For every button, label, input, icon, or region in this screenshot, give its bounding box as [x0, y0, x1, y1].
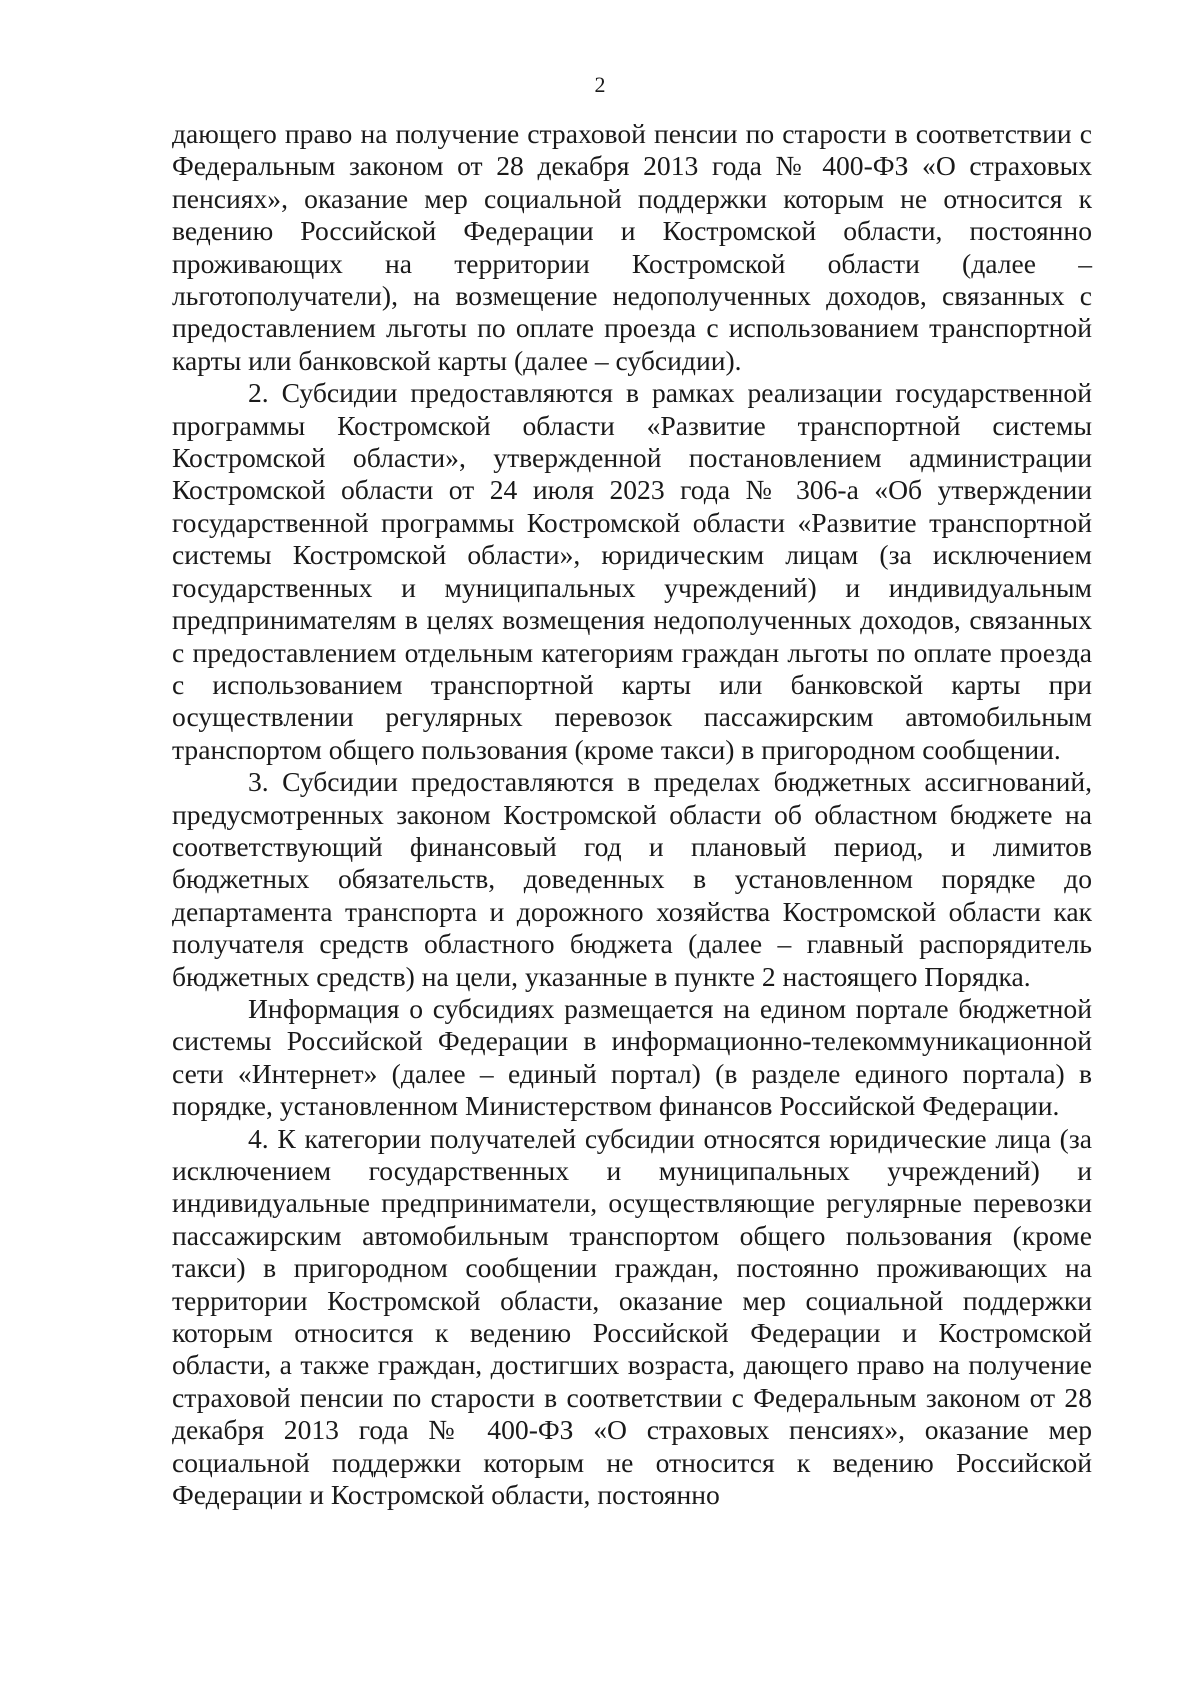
paragraph-item-4: 4. К категории получателей субсидии относятся юридические лица (за исключением государственных и муниципальных учреждений) и индивидуальные предприниматели, осуществляющие регулярные перевозки пассажирским автомобильным транспортом общего пользования (кроме такси) в пригородном сообщении граждан, постоянно проживающих на территории Костромской области, оказание мер социальной поддержки которым относится к ведению Российской Федерации и Костромской области, а также граждан, достигших возраста, дающего право на получение страховой пенсии по старости в соответствии с Федеральным законом от 28 декабря 2013 года № 400-ФЗ «О страховых пенсиях», оказание мер социальной поддержки которым не относится к ведению Российской Федерации и Костромской области, постоянно	[172, 1122, 1092, 1511]
paragraph-item-2: 2. Субсидии предоставляются в рамках реализации государственной программы Костромской области «Развитие транспортной системы Костромской области», утвержденной постановлением администрации Костромской области от 24 июля 2023 года № 306-а «Об утверждении государственной программы Костромской области «Развитие транспортной системы Костромской области», юридическим лицам (за исключением государственных и муниципальных учреждений) и индивидуальным предпринимателям в целях возмещения недополученных доходов, связанных с предоставлением отдельным категориям граждан льготы по оплате проезда с использованием транспортной карты или банковской карты при осуществлении регулярных перевозок пассажирским автомобильным транспортом общего пользования (кроме такси) в пригородном сообщении.	[172, 377, 1092, 765]
page-number: 2	[594, 72, 606, 97]
paragraph-continuation: дающего право на получение страховой пенсии по старости в соответствии с Федеральным законом от 28 декабря 2013 года № 400-ФЗ «О страховых пенсиях», оказание мер социальной поддержки которым не относится к ведению Российской Федерации и Костромской области, постоянно проживающих на территории Костромской области (далее – льготополучатели), на возмещение недополученных доходов, связанных с предоставлением льготы по оплате проезда с использованием транспортной карты или банковской карты (далее – субсидии).	[172, 118, 1092, 376]
paragraph-information: Информация о субсидиях размещается на едином портале бюджетной системы Российской Федерации в информационно-телекоммуникационной сети «Интернет» (далее – единый портал) (в разделе единого портала) в порядке, установленном Министерством финансов Российской Федерации.	[172, 992, 1092, 1122]
document-body	[172, 118, 1092, 1511]
paragraph-item-3: 3. Субсидии предоставляются в пределах бюджетных ассигнований, предусмотренных законом Костромской области об областном бюджете на соответствующий финансовый год и плановый период, и лимитов бюджетных обязательств, доведенных в установленном порядке до департамента транспорта и дорожного хозяйства Костромской области как получателя средств областного бюджета (далее – главный распорядитель бюджетных средств) на цели, указанные в пункте 2 настоящего Порядка.	[172, 766, 1092, 992]
